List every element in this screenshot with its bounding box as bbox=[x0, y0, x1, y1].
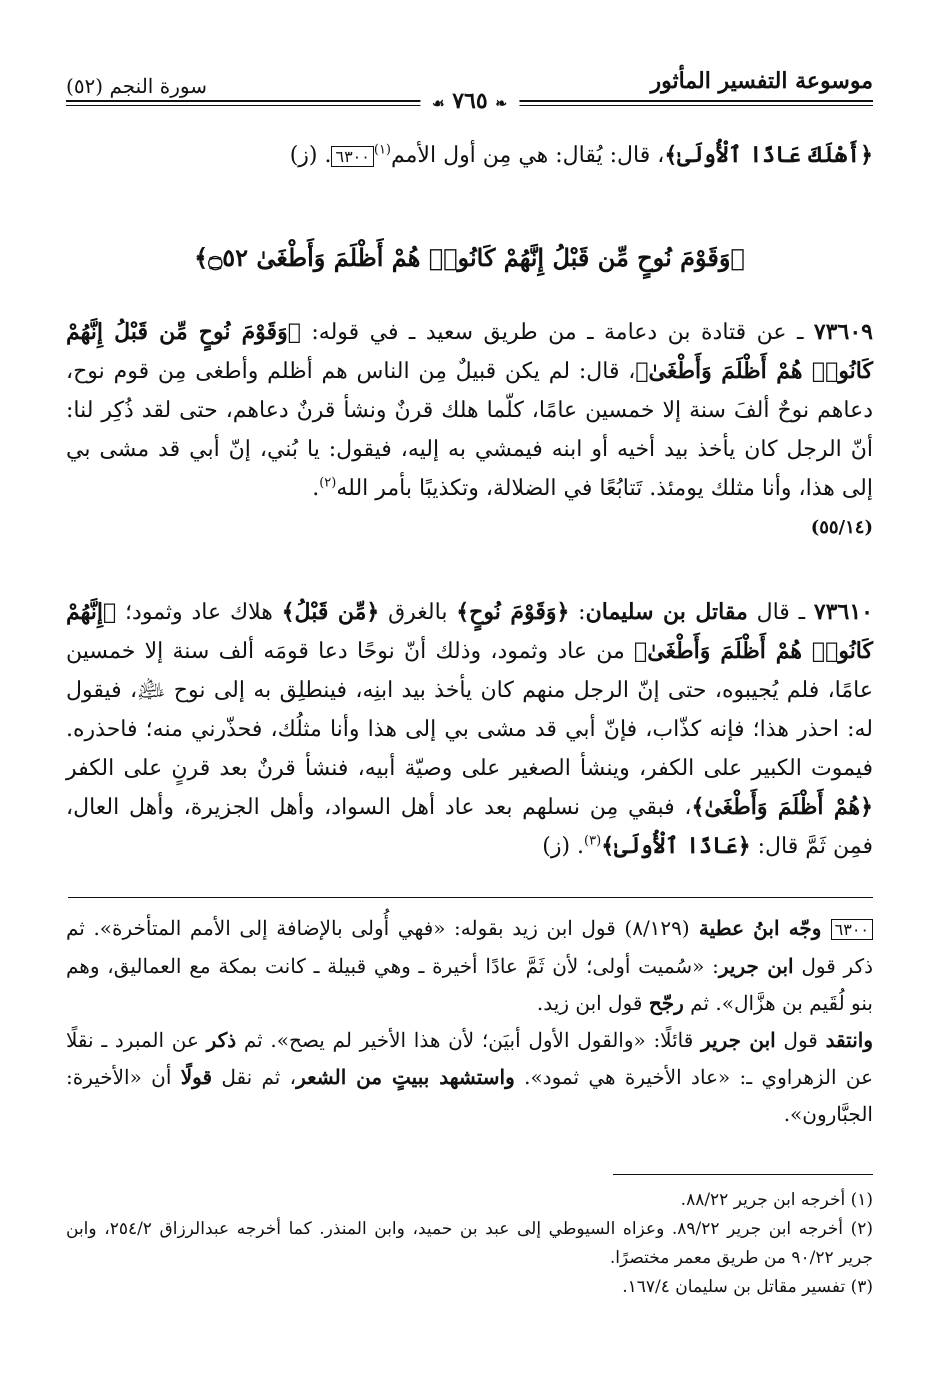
narration-tail: . (ز) bbox=[542, 834, 585, 859]
bold-phrase: ابن جرير bbox=[718, 954, 794, 978]
bold-phrase: ذكر bbox=[206, 1028, 237, 1052]
footnote: (٣) تفسير مقاتل بن سليمان ١٦٧/٤. bbox=[622, 1277, 873, 1297]
footnote-separator bbox=[613, 1174, 873, 1175]
footnotes bbox=[66, 1186, 873, 1302]
paragraph-tail: . (ز) bbox=[289, 143, 332, 168]
quran-quote: ﴿هُمْ أَظْلَمَ وَأَطْغَىٰ﴾ bbox=[691, 794, 873, 820]
bold-phrase: رجّح bbox=[648, 991, 684, 1015]
note-ref: (٨/١٢٩) bbox=[624, 916, 690, 940]
narration-73610 bbox=[66, 593, 873, 866]
ayah-heading: ﴿وَقَوْمَ نُوحٍ مِّن قَبْلُ إِنَّهُمْ كَانُوا۟ هُمْ أَظْلَمَ وَأَطْغَىٰ ۝٥٢﴾ bbox=[194, 243, 745, 272]
footnote-ref: (١) bbox=[373, 142, 391, 158]
narration-lead: ـ عن قتادة بن دعامة ـ من طريق سعيد ـ في قوله: bbox=[300, 320, 814, 345]
note-text: قول ابن زيد. bbox=[536, 991, 649, 1015]
paragraph-continuation bbox=[66, 136, 873, 176]
page-header bbox=[66, 64, 873, 114]
quran-quote: ﴿وَقَوْمَ نُوحٍ﴾ bbox=[456, 599, 570, 625]
narration-body: ، قال: لم يكن قبيلٌ مِن الناس هم أظلم وأطغى مِن قوم نوح، دعاهم نوحٌ ألفَ سنة إلا خمسين عامًا، كلّما هلك قرنٌ ونشأ قرنٌ دعاهم، حتى لقد ذُكِر لنا: أنّ الرجل كان يأخذ بيد أخيه أو ابنه فيمشي به إليه، فيقول: يا بُني، إنّ أبي قد مشى بي إلى هذا، وأنا مثلك يومئذ. تَتابُعًا في الضلالة، وتكذيبًا بأمر الله bbox=[66, 359, 873, 501]
quran-quote: ﴿عَادًا ٱلْأُولَىٰ﴾ bbox=[601, 833, 751, 859]
note-text: قائلًا: «والقول الأول أبيَن؛ لأن هذا الأخير لم يصح». ثم bbox=[236, 1028, 702, 1052]
page-number-block bbox=[420, 88, 519, 114]
page-number: ٧٦٥ bbox=[452, 88, 488, 114]
bold-phrase: ابن جرير bbox=[701, 1028, 776, 1052]
note-box-number: ٦٣٠٠ bbox=[831, 919, 873, 940]
note-text: أن «الأخيرة: الجبَّارون». bbox=[66, 1065, 873, 1126]
narration-number: ٧٣٦١٠ bbox=[813, 599, 873, 625]
footnote-ref: (٢) bbox=[319, 475, 337, 491]
narration-text: هلاك عاد وثمود؛ bbox=[116, 600, 282, 625]
footnote-ref: (٣) bbox=[584, 833, 602, 849]
author-name: مقاتل بن سليمان bbox=[585, 599, 748, 625]
source-ref: (٥٥/١٤) bbox=[810, 517, 873, 538]
note-text: قول bbox=[775, 1028, 826, 1052]
bold-phrase: وانتقد bbox=[825, 1028, 873, 1052]
narration-text: ، فبقي مِن نسلهم بعد عاد أهل السواد، وأهل الجزيرة، وأهل العال، فمِن ثَمَّ قال: bbox=[66, 795, 873, 859]
narration-text: بالغرق bbox=[379, 600, 457, 625]
footnote: (٢) أخرجه ابن جرير ٨٩/٢٢. وعزاه السيوطي إلى عبد بن حميد، وابن المنذر. كما أخرجه عبدالرزاق ٢٥٤/٢، وابن جرير ٩٠/٢٢ من طريق معمر مختصرًا. bbox=[66, 1219, 873, 1268]
note-box-ref: ٦٣٠٠ bbox=[331, 146, 373, 167]
narration-tail: . bbox=[312, 476, 320, 501]
commentary-note bbox=[66, 910, 873, 1133]
ornament-icon: ☙ bbox=[431, 96, 445, 112]
narration-73609 bbox=[66, 313, 873, 547]
note-text: ، ثم نقل bbox=[212, 1065, 297, 1089]
quran-quote: ﴿وَقَوْمَ نُوحٍ مِّن قَبْلُ إِنَّهُمْ كَانُوا۟ هُمْ أَظْلَمَ وَأَطْغَىٰ﴾ bbox=[66, 319, 873, 384]
surah-name: سورة النجم (٥٢) bbox=[66, 74, 207, 98]
bold-phrase: واستشهد ببيتٍ من الشعر bbox=[296, 1065, 515, 1089]
footnote: (١) أخرجه ابن جرير ٨٨/٢٢. bbox=[680, 1190, 873, 1210]
note-text: عن المبرد ـ نقلًا عن الزهراوي ـ: «عاد الأخيرة هي ثمود». bbox=[66, 1028, 874, 1089]
narration-text: من عاد وثمود، وذلك أنّ نوحًا دعا قومَه ألف سنة إلا خمسين عامًا، فلم يُجيبوه، حتى إنّ الرجل منهم كان يأخذ بيد ابنِه، فينطلِق به إلى نوح ﵇، فيقول له: احذر هذا؛ فإنه كذّاب، فإنّ أبي قد مشى بي إلى هذا وأنا مثلُك، فحذّرني منه؛ فاحذره. فيموت الكبير على الكفر، وينشأ الصغير على وصيّة أبيه، فنشأ قرنٌ بعد قرنٍ على الكفر bbox=[66, 639, 873, 781]
bold-phrase: قولًا bbox=[180, 1065, 213, 1089]
ornament-icon: ❧ bbox=[495, 96, 508, 112]
narration-number: ٧٣٦٠٩ bbox=[813, 319, 873, 345]
note-text: قول ابن زيد بقوله: «فهي أُولى بالإضافة إلى الأمم المتأخرة». ثم ذكر قول bbox=[66, 916, 873, 978]
quran-quote: ﴿إِنَّهُمْ كَانُوا۟ هُمْ أَظْلَمَ وَأَطْغَىٰ﴾ bbox=[66, 599, 873, 664]
narration-lead: ـ قال bbox=[747, 600, 814, 625]
paragraph-text: ، قال: يُقال: هي مِن أول الأمم bbox=[391, 143, 665, 168]
note-separator bbox=[68, 897, 873, 898]
note-text: : «سُميت أولى؛ لأن ثَمَّ عادًا أخيرة ـ وهي قبيلة ـ كانت بمكة مع العماليق، وهم بنو لُقَيم بن هزَّال». ثم bbox=[66, 954, 873, 1015]
bold-phrase: وجّه ابنُ عطية bbox=[689, 916, 831, 940]
quran-quote: ﴿مِّن قَبْلُ﴾ bbox=[281, 599, 380, 625]
quran-quote: ﴿أَهْلَكَ عَادًا ٱلْأُولَىٰ﴾ bbox=[664, 142, 873, 168]
book-title: موسوعة التفسير المأثور bbox=[650, 68, 873, 94]
colon: : bbox=[569, 600, 586, 625]
